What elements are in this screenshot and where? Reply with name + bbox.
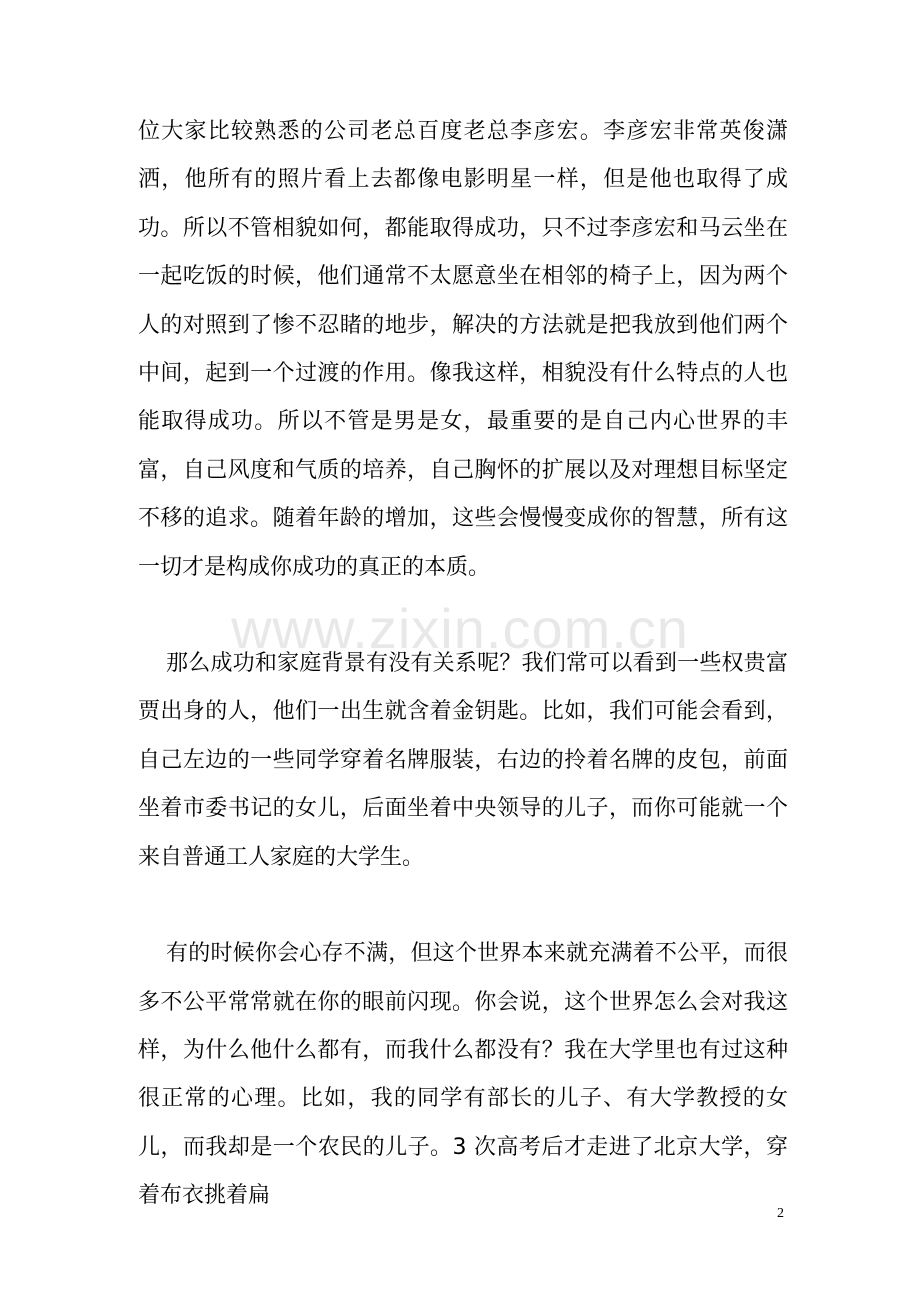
page-number: 2	[777, 1206, 784, 1221]
watermark: www.zixin.com.cn	[231, 597, 689, 660]
paragraph-spacer	[138, 592, 788, 640]
paragraph-spacer	[138, 882, 788, 930]
paragraph-2: 那么成功和家庭背景有没有关系呢？我们常可以看到一些权贵富贾出身的人，他们一出生就含着金钥匙。比如，我们可能会看到，自己左边的一些同学穿着名牌服装，右边的拎着名牌的皮包，前面坐着市委书记的女儿，后面坐着中央领导的儿子，而你可能就一个来自普通工人家庭的大学生。	[138, 651, 788, 870]
body-text	[138, 108, 788, 1221]
paragraph-1: 位大家比较熟悉的公司老总百度老总李彦宏。李彦宏非常英俊潇洒，他所有的照片看上去都像电影明星一样，但是他也取得了成功。所以不管相貌如何，都能取得成功，只不过李彦宏和马云坐在一起吃饭的时候，他们通常不太愿意坐在相邻的椅子上，因为两个人的对照到了惨不忍睹的地步，解决的方法就是把我放到他们两个中间，起到一个过渡的作用。像我这样，相貌没有什么特点的人也能取得成功。所以不管是男是女，最重要的是自己内心世界的丰富，自己风度和气质的培养，自己胸怀的扩展以及对理想目标坚定不移的追求。随着年龄的增加，这些会慢慢变成你的智慧，所有这一切才是构成你成功的真正的本质。	[138, 119, 788, 580]
paragraph-3: 有的时候你会心存不满，但这个世界本来就充满着不公平，而很多不公平常常就在你的眼前闪现。你会说，这个世界怎么会对我这样，为什么他什么都有，而我什么都没有？我在大学里也有过这种很正常的心理。比如，我的同学有部长的儿子、有大学教授的女儿，而我却是一个农民的儿子。3 次高考后才走进了北京大学，穿着布衣挑着扁	[138, 941, 788, 1209]
